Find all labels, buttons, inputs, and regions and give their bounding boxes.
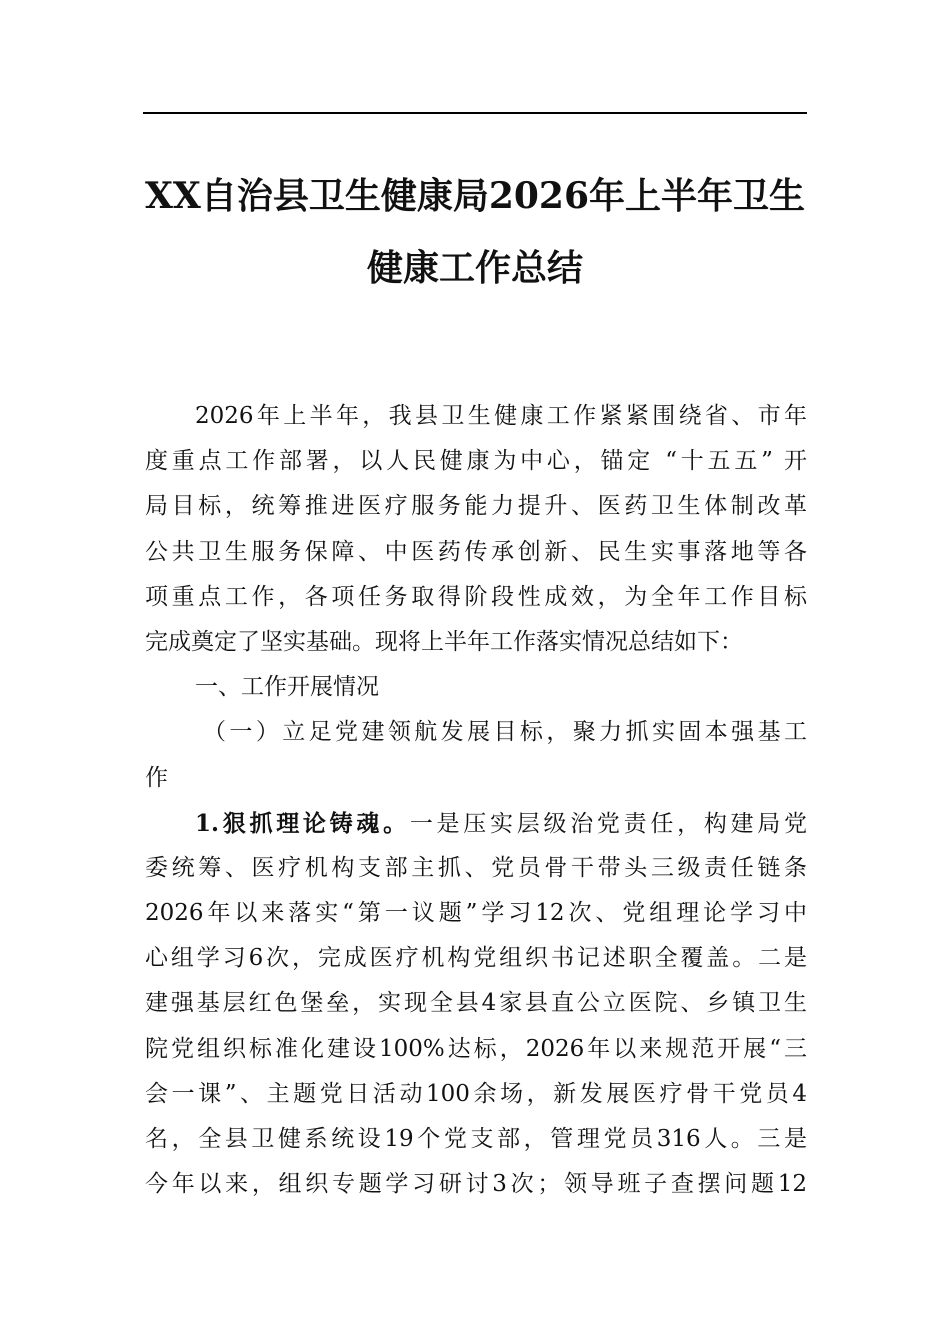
subsection-heading-line: （一）立足党建领航发展目标，聚力抓实固本强基工 (203, 719, 807, 746)
document-title (143, 160, 807, 304)
item-line: 院党组织标准化建设100%达标，2026年以来规范开展“三 (145, 1035, 807, 1062)
item-text: 一是压实层级治党责任，构建局党 (409, 810, 807, 837)
item-first-line (145, 801, 807, 846)
item-line: 心组学习6次，完成医疗机构党组织书记述职全覆盖。二是 (145, 945, 807, 972)
item-line: 委统筹、医疗机构支部主抓、党员骨干带头三级责任链条 (145, 854, 807, 881)
item-label: 1.狠抓理论铸魂。 (195, 809, 410, 837)
intro-line: 局目标，统筹推进医疗服务能力提升、医药卫生体制改革 (145, 493, 807, 520)
header-rule (143, 112, 807, 114)
intro-line: 2026年上半年，我县卫生健康工作紧紧围绕省、市年 (195, 403, 807, 429)
intro-line: 度重点工作部署，以人民健康为中心，锚定 “十五五” 开 (145, 448, 807, 475)
document-body (145, 394, 807, 1207)
intro-line: 公共卫生服务保障、中医药传承创新、民生实事落地等各 (145, 538, 807, 565)
item-line: 今年以来，组织专题学习研讨3次；领导班子查摆问题12 (145, 1171, 807, 1198)
item-line: 名，全县卫健系统设19个党支部，管理党员316人。三是 (145, 1126, 807, 1152)
subsection-heading-line: 作 (145, 764, 168, 791)
intro-line: 完成奠定了坚实基础。现将上半年工作落实情况总结如下： (145, 628, 743, 655)
item-line: 建强基层红色堡垒，实现全县4家县直公立医院、乡镇卫生 (145, 990, 807, 1017)
section-heading: 一、工作开展情况 (195, 674, 379, 701)
title-line-2: 健康工作总结 (366, 247, 583, 289)
title-line-1: XX自治县卫生健康局2026年上半年卫生 (144, 175, 806, 217)
item-line: 会一课”、主题党日活动100余场，新发展医疗骨干党员4 (145, 1080, 807, 1107)
item-line: 2026年以来落实“第一议题”学习12次、党组理论学习中 (145, 900, 807, 927)
intro-line: 项重点工作，各项任务取得阶段性成效，为全年工作目标 (145, 583, 807, 610)
